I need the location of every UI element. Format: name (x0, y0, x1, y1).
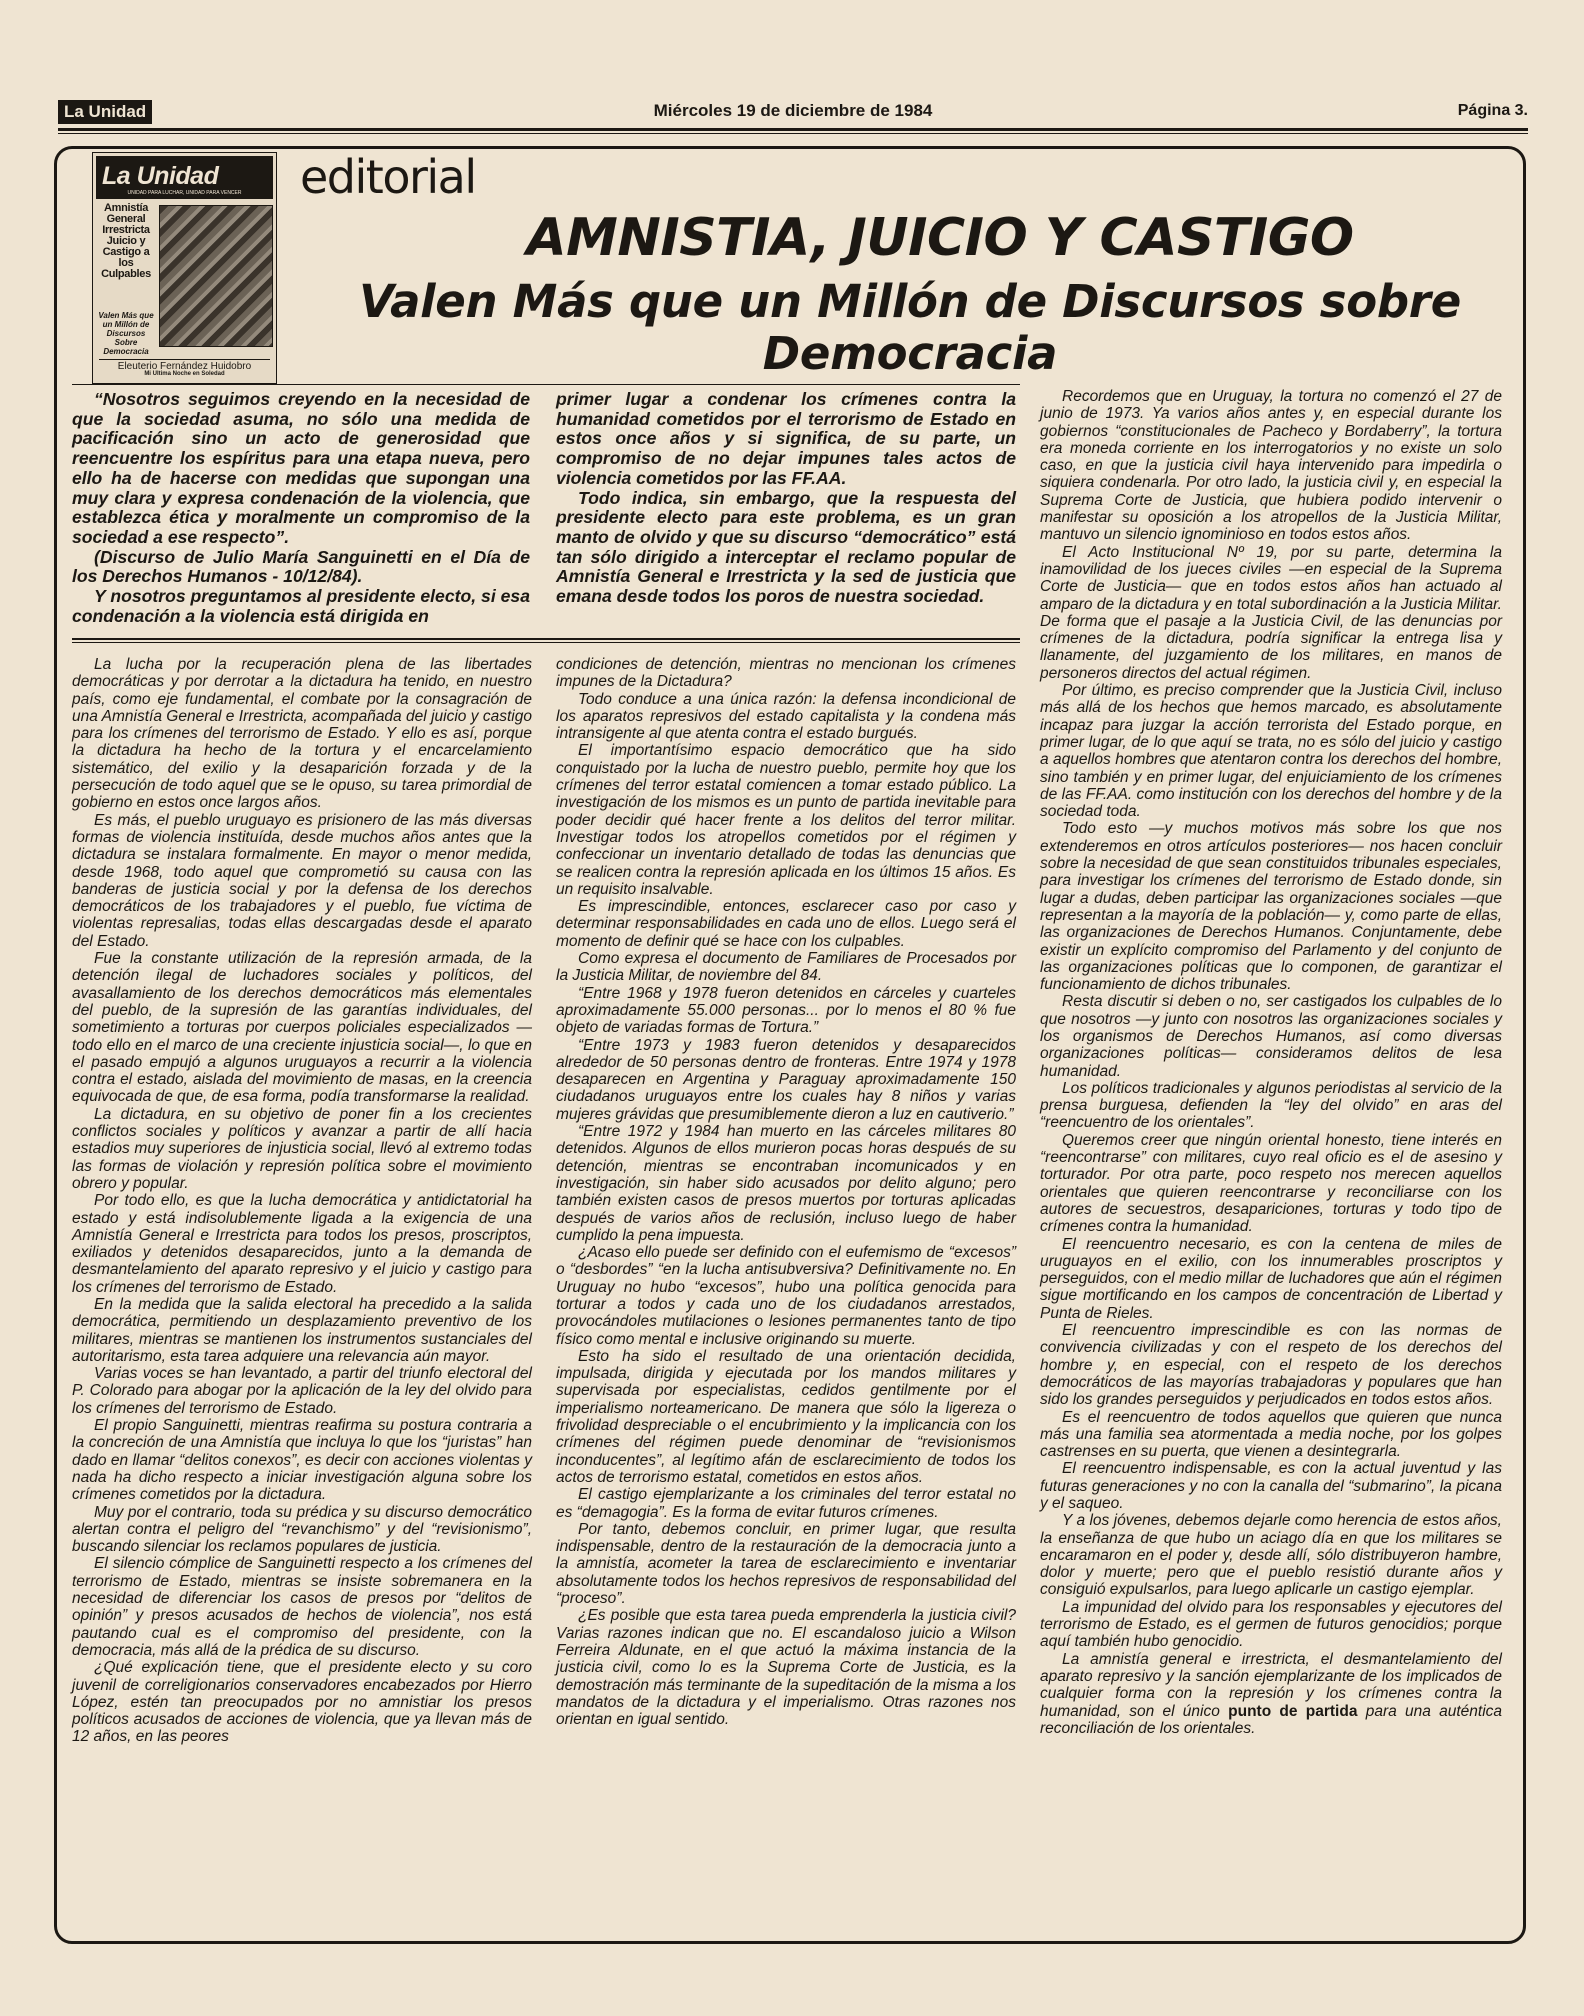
body-paragraph: Y a los jóvenes, debemos dejarle como herencia de estos años, la enseñanza de que hubo un aciago día en que los militares se encaramaron en el poder y, desde allí, sólo distribuyeron hambre, dolor y muerte; pero que el pueblo resistió durante años y consiguió expulsarlos, para luego aplicarle un castigo ejemplar. (1040, 1512, 1502, 1599)
thumbnail-subheadline: Valen Más que un Millón de Discursos Sobre Democracia (98, 311, 154, 356)
body-paragraph: La dictadura, en su objetivo de poner fin a los crecientes conflictos sociales y políticos y avanzar a partir de allí hacia estadios muy superiores de injusticia social, llevó al extremo todas las formas de violación y represión política sobre el movimiento obrero y popular. (72, 1105, 532, 1192)
body-paragraph: “Entre 1972 y 1984 han muerto en las cárceles militares 80 detenidos. Algunos de ellos murieron pocas horas después de su detención, mientras se encontraban incomunicados y en investigación, sin haber sido acusados por delito alguno; pero también existen casos de presos muertos por torturas aplicadas después de varios años de reclusión, incluso luego de haber cumplido la pena impuesta. (556, 1123, 1016, 1244)
body-paragraph: Los políticos tradicionales y algunos periodistas al servicio de la prensa burguesa, defienden la “ley del olvido” en aras del “reencuentro de los orientales”. (1040, 1079, 1502, 1132)
thumbnail-byline: Eleuterio Fernández Huidobro (99, 359, 270, 372)
body-paragraph: El importantísimo espacio democrático que ha sido conquistado por la lucha de nuestro pueblo, permite hoy que los crímenes del terror estatal comiencen a tomar estado público. La investigación de los mismos es un punto de partida inevitable para poder decidir qué hacer frente a los delitos del terror militar. Investigar todos los atropellos cometidos por el régimen y confeccionar un inventario detallado de todas las denuncias que se realicen contra la represión aplicada en los últimos 15 años. Es un requisito insalvable. (556, 742, 1016, 898)
body-paragraph: Todo conduce a una única razón: la defensa incondicional de los aparatos represivos del estado capitalista y la condena más intransigente al que atenta contra el estado burgués. (556, 690, 1016, 743)
body-paragraph: Esto ha sido el resultado de una orientación decidida, impulsada, dirigida y ejecutada por los mandos militares y supervisada por especialistas, cedidos gentilmente por el imperialismo norteamericano. De manera que sólo la ligereza o frivolidad despreciable o el encubrimiento y la implicancia con los crímenes del régimen puede denominar de “revisionismos inconducentes”, al legítimo afán de esclarecimiento de todos los actos de terrorismo estatal, cometidos en estos años. (556, 1347, 1016, 1486)
body-paragraph: “Entre 1968 y 1978 fueron detenidos en cárceles y cuarteles aproximadamente 55.000 personas... por lo menos el 80 % fue objeto de variadas formas de Tortura.” (556, 984, 1016, 1037)
body-paragraph: El castigo ejemplarizante a los criminales del terror estatal no es “demagogia”. Es la forma de evitar futuros crímenes. (556, 1486, 1016, 1521)
body-paragraph: ¿Acaso ello puede ser definido con el eufemismo de “excesos” o “desbordes” “en la lucha antisubversiva? Definitivamente no. En Uruguay no hubo “excesos”, hubo una política genocida para torturar a todos y cada uno de los ciudadanos arrestados, provocándoles mutilaciones o lesiones permanentes tanto de tipo físico como mental e inclusive originando su muerte. (556, 1244, 1016, 1348)
page-number: Página 3. (1457, 102, 1528, 119)
lead-paragraph: (Discurso de Julio María Sanguinetti en el Día de los Derechos Humanos - 10/12/84). (72, 546, 530, 587)
masthead (58, 98, 1528, 128)
body-paragraph: Es imprescindible, entonces, esclarecer caso por caso y determinar responsabilidades en cada uno de ellos. Luego será el momento de definir qué se hace con los culpables. (556, 898, 1016, 950)
lead-paragraph: Todo indica, sin embargo, que la respuesta del presidente electo para este problema, es un gran manto de olvido y que su discurso “democrático” está tan sólo dirigido a interceptar el reclamo popular de Amnistía General e Irrestricta y la sed de justicia que emana desde todos los poros de nuestra sociedad. (556, 487, 1016, 607)
front-page-thumbnail (92, 152, 277, 384)
body-paragraph: Por tanto, debemos concluir, en primer lugar, que resulta indispensable, dentro de la restauración de la democracia junto a la amnistía, acometer la tarea de esclarecimiento e inventariar absolutamente todos los hechos represivos de responsabilidad del “proceso”. (556, 1520, 1016, 1608)
section-kicker: editorial (300, 150, 476, 204)
closing-text: La amnistía general e irrestricta, el desmantelamiento del aparato represivo y la sanción ejemplarizante de los implicados de cualquier forma con la represión y los crímenes contra la humanidad, son el único (1040, 1650, 1502, 1720)
body-paragraph: Resta discutir si deben o no, ser castigados los culpables de lo que nosotros —y junto con nosotros las organizaciones sociales y los organismos de Derechos Humanos, así como diversas organizaciones políticas— consideramos delitos de lesa humanidad. (1040, 993, 1502, 1080)
body-paragraph: Por todo ello, es que la lucha democrática y antidictatorial ha estado y está indisolublemente ligada a la exigencia de una Amnistía General e Irrestricta para todos los presos, proscriptos, exiliados y detenidos desaparecidos, junto a la demanda de desmantelamiento del aparato represivo y el juicio y castigo para los crímenes del terrorismo de Estado. (72, 1192, 532, 1296)
body-paragraph: La lucha por la recuperación plena de las libertades democráticas y por derrotar a la dictadura ha tenido, en nuestro país, como eje fundamental, el combate por la consagración de una Amnistía General e Irrestricta, acompañada del juicio y castigo para los crímenes del terrorismo de Estado. Y ello es así, porque la dictadura ha hecho de la tortura y el encarcelamiento sistemático, del exilio y la desaparición forzada y de la persecución de todo aquel que se le opuso, su tarea primordial de gobierno en estos once largos años. (72, 656, 532, 812)
body-paragraph: Queremos creer que ningún oriental honesto, tiene interés en “reencontrarse” con militares, cuyo real oficio es el de asesino y torturador. Por otra parte, poco respeto nos merecen aquellos orientales que quieren reencontrarse y reconciliarse con los autores de secuestros, desapariciones, torturas y todo tipo de crímenes contra la humanidad. (1040, 1131, 1502, 1236)
body-column-1 (72, 656, 532, 1746)
article-headline: AMNISTIA, JUICIO Y CASTIGO (526, 208, 1354, 268)
body-column-3 (1040, 388, 1502, 1737)
body-paragraph: El propio Sanguinetti, mientras reafirma su postura contraria a la concreción de una Amnistía que incluya lo que los “juristas” han dado en llamar “delitos conexos”, es decir con acciones violentas y nada ha dicho respecto a iniciar investigación alguna sobre los crímenes cometidos por la dictadura. (72, 1417, 532, 1504)
body-paragraph: Es más, el pueblo uruguayo es prisionero de las más diversas formas de violencia instituída, desde muchos años antes que la dictadura se instalara formalmente. En mayor o menor medida, desde 1968, todo aquel que comprometió su causa con las banderas de justicia social y por la defensa de los derechos democráticos de los trabajadores y el pueblo, fue víctima de violentas represalias, todas ellas descargadas desde el aparato del Estado. (72, 811, 532, 950)
lead-column-left (72, 390, 530, 626)
lead-paragraph: “Nosotros seguimos creyendo en la necesidad de que la sociedad asuma, no sólo una medida de pacificación sino un acto de generosidad que reencuentre los espíritus para una etapa nueva, pero ello ha de hacerse con medidas que supongan una muy clara y expresa condenación de la violencia, que establezca ética y moralmente un compromiso de la sociedad a ese respecto”. (72, 389, 530, 547)
body-paragraph: En la medida que la salida electoral ha precedido a la salida democrática, permitiendo un desplazamiento preventivo de los militares, mientras se mantienen los instrumentos sustanciales del autoritarismo, esta tarea adquiere una relevancia aún mayor. (72, 1295, 532, 1365)
thumbnail-masthead (96, 156, 273, 199)
body-paragraph: La impunidad del olvido para los responsables y ejecutores del terrorismo de Estado, es el germen de futuros genocidios; porque aquí también hubo genocidio. (1040, 1598, 1502, 1651)
body-paragraph: Varias voces se han levantado, a partir del triunfo electoral del P. Colorado para abogar por la aplicación de la ley del olvido para los crímenes del terrorismo de Estado. (72, 1365, 532, 1417)
lead-rule-bottom-thin (72, 642, 1020, 643)
body-paragraph: ¿Qué explicación tiene, que el presidente electo y su coro juvenil de correligionarios conservadores encabezados por Hierro López, estén tan preocupados por no amnistiar los presos políticos acusados de acciones de violencia, que ya llevan más de 12 años, en las peores (72, 1659, 532, 1746)
newspaper-logo: La Unidad (58, 100, 152, 124)
body-paragraph: Recordemos que en Uruguay, la tortura no comenzó el 27 de junio de 1973. Ya varios años antes y, en especial durante los gobiernos “constitucionales de Pacheco y Bordaberry”, la tortura era moneda corriente en los interrogatorios y no existe un solo caso, en que la justicia civil haya intervenido para impedirla o siquiera condenarla. Por otro lado, la justicia civil y, en especial la Suprema Corte de Justicia, que hubiera podido intervenir o manifestar su oposición a los atropellos de la Justicia Militar, mantuvo un silencio ignominioso en todos estos años. (1040, 388, 1502, 544)
body-paragraph: Todo esto —y muchos motivos más sobre los que nos extenderemos en otros artículos posteriores— nos hacen concluir sobre la necesidad de que sean constituidos tribunales especiales, para investigar los crímenes del terrorismo de Estado donde, sin lugar a dudas, deben participar las organizaciones sociales —que representan a la mayoría de la población— y, como parte de ellas, las organizaciones de Derechos Humanos. Conjuntamente, debe existir un explícito compromiso del Parlamento y del conjunto de las organizaciones políticas que lo componen, de garantizar el funcionamiento de dichos tribunales. (1040, 820, 1502, 994)
lead-column-center (556, 390, 1016, 607)
lead-rule-top (72, 384, 1020, 385)
closing-emphasis: punto de partida (1228, 1702, 1358, 1720)
closing-paragraph (1040, 1651, 1502, 1737)
closing-end: para una auténtica reconciliación de los orientales. (1040, 1702, 1503, 1737)
thumbnail-tagline: UNIDAD PARA LUCHAR, UNIDAD PARA VENCER (127, 190, 242, 196)
masthead-rule (58, 128, 1528, 131)
thumbnail-photo (159, 205, 273, 347)
body-paragraph: ¿Es posible que esta tarea pueda emprenderla la justicia civil? Varias razones indican que no. El escandaloso juicio a Wilson Ferreira Aldunate, en el que actuó la máxima instancia de la justicia civil, como lo es la Suprema Corte de Justicia, es la demostración más terminante de la supeditación de la misma a los mandatos de la dictadura y el imperialismo. Otras razones nos orientan en igual sentido. (556, 1607, 1016, 1729)
lead-paragraph: primer lugar a condenar los crímenes contra la humanidad cometidos por el terrorismo de Estado en estos once años y si significa, de su parte, un compromiso de no dejar impunes tales actos de violencia cometidos por las FF.AA. (556, 389, 1016, 488)
body-paragraph: El reencuentro indispensable, es con la actual juventud y las futuras generaciones y no con la canalla del “submarino”, la picana y el saqueo. (1040, 1460, 1502, 1512)
body-paragraph: “Entre 1973 y 1983 fueron detenidos y desaparecidos alrededor de 50 personas dentro de fronteras. Entre 1974 y 1978 desaparecen en Argentina y Paraguay aproximadamente 150 ciudadanos uruguayos entre los cuales hay 8 niños y varias mujeres grávidas que presumiblemente dieron a luz en cautiverio.” (556, 1036, 1016, 1123)
body-paragraph: Muy por el contrario, toda su prédica y su discurso democrático alertan contra el peligro del “revanchismo” y del “revisionismo”, buscando silenciar los reclamos populares de justicia. (72, 1503, 532, 1556)
lead-paragraph: Y nosotros preguntamos al presidente electo, si esa condenación a la violencia está dirigida en (72, 586, 530, 626)
body-paragraph: condiciones de detención, mientras no mencionan los crímenes impunes de la Dictadura? (556, 656, 1016, 691)
thumbnail-headline: Amnistía General Irrestricta Juicio y Castigo a los Culpables (101, 202, 151, 280)
thumbnail-byline-title: Mi Ultima Noche en Soledad (144, 371, 225, 377)
body-column-2 (556, 656, 1016, 1728)
body-paragraph: Por último, es preciso comprender que la Justicia Civil, incluso más allá de los hechos que hemos marcado, es absolutamente incapaz para juzgar la acción terrorista del Estado porque, en primer lugar, de lo que aquí se trata, no es sólo del juicio y castigo a aquellos hombres que atentaron contra los derechos del hombre, sino también y en primer lugar, del enjuiciamiento de los crímenes de las FF.AA. como institución con los derechos del hombre y de la sociedad toda. (1040, 682, 1502, 821)
body-paragraph: El silencio cómplice de Sanguinetti respecto a los crímenes del terrorismo de Estado, mientras se insiste sobremanera en la necesidad de diferenciar los casos de presos por “delitos de opinión” y presos acusados de hechos de violencia”, nos está pautando cual es el compromiso del presidente, con la democracia, más allá de la prédica de su discurso. (72, 1555, 532, 1659)
body-paragraph: Es el reencuentro de todos aquellos que quieren que nunca más una familia sea atormentada a media noche, por los golpes castrenses en su puerta, que vienen a desintegrarla. (1040, 1408, 1502, 1461)
article-subheadline: Valen Más que un Millón de Discursos sobre Democracia (359, 275, 1461, 380)
masthead-rule-thin (58, 133, 1528, 134)
lead-rule-bottom (72, 638, 1020, 640)
body-paragraph: El reencuentro necesario, es con la centena de miles de uruguayos en el exilio, con los innumerables proscriptos y perseguidos, con el medio millar de luchadores que aún el régimen sigue mortificando en los campos de concentración de Libertad y Punta de Rieles. (1040, 1235, 1502, 1322)
body-paragraph: El Acto Institucional Nº 19, por su parte, determina la inamovilidad de los jueces civiles —en especial de la Suprema Corte de Justicia— que en todos estos años han actuado al amparo de la dictadura y en total subordinación a la Justicia Militar. De forma que el pasaje a la Justicia Civil, de las denuncias por crímenes de la dictadura, podría significar la entrega lisa y llanamente, del juzgamiento de los militares, en manos de personeros directos del actual régimen. (1040, 543, 1502, 682)
issue-date: Miércoles 19 de diciembre de 1984 (653, 101, 933, 120)
body-paragraph: Fue la constante utilización de la represión armada, de la detención ilegal de luchadores sociales y políticos, del avasallamiento de los derechos democráticos más elementales del pueblo, de la supresión de las garantías individuales, del sometimiento a torturas por cuerpos policiales especializados —todo ello en el marco de una creciente injusticia social—, lo que en el pasado empujó a algunos uruguayos a recurrir a la violencia contra el estado, aislada del movimiento de masas, en la creencia equivocada de que, de esa forma, podía transformarse la realidad. (72, 950, 532, 1106)
thumbnail-logo: La Unidad (102, 162, 219, 190)
body-paragraph: El reencuentro imprescindible es con las normas de convivencia civilizadas y con el respeto de los derechos del hombre y, en especial, con el respeto de los derechos democráticos de las mayorías trabajadoras y populares que han sido los grandes perseguidos y perjudicados en todos estos años. (1040, 1322, 1502, 1409)
body-paragraph: Como expresa el documento de Familiares de Procesados por la Justicia Militar, de noviembre del 84. (556, 950, 1016, 985)
